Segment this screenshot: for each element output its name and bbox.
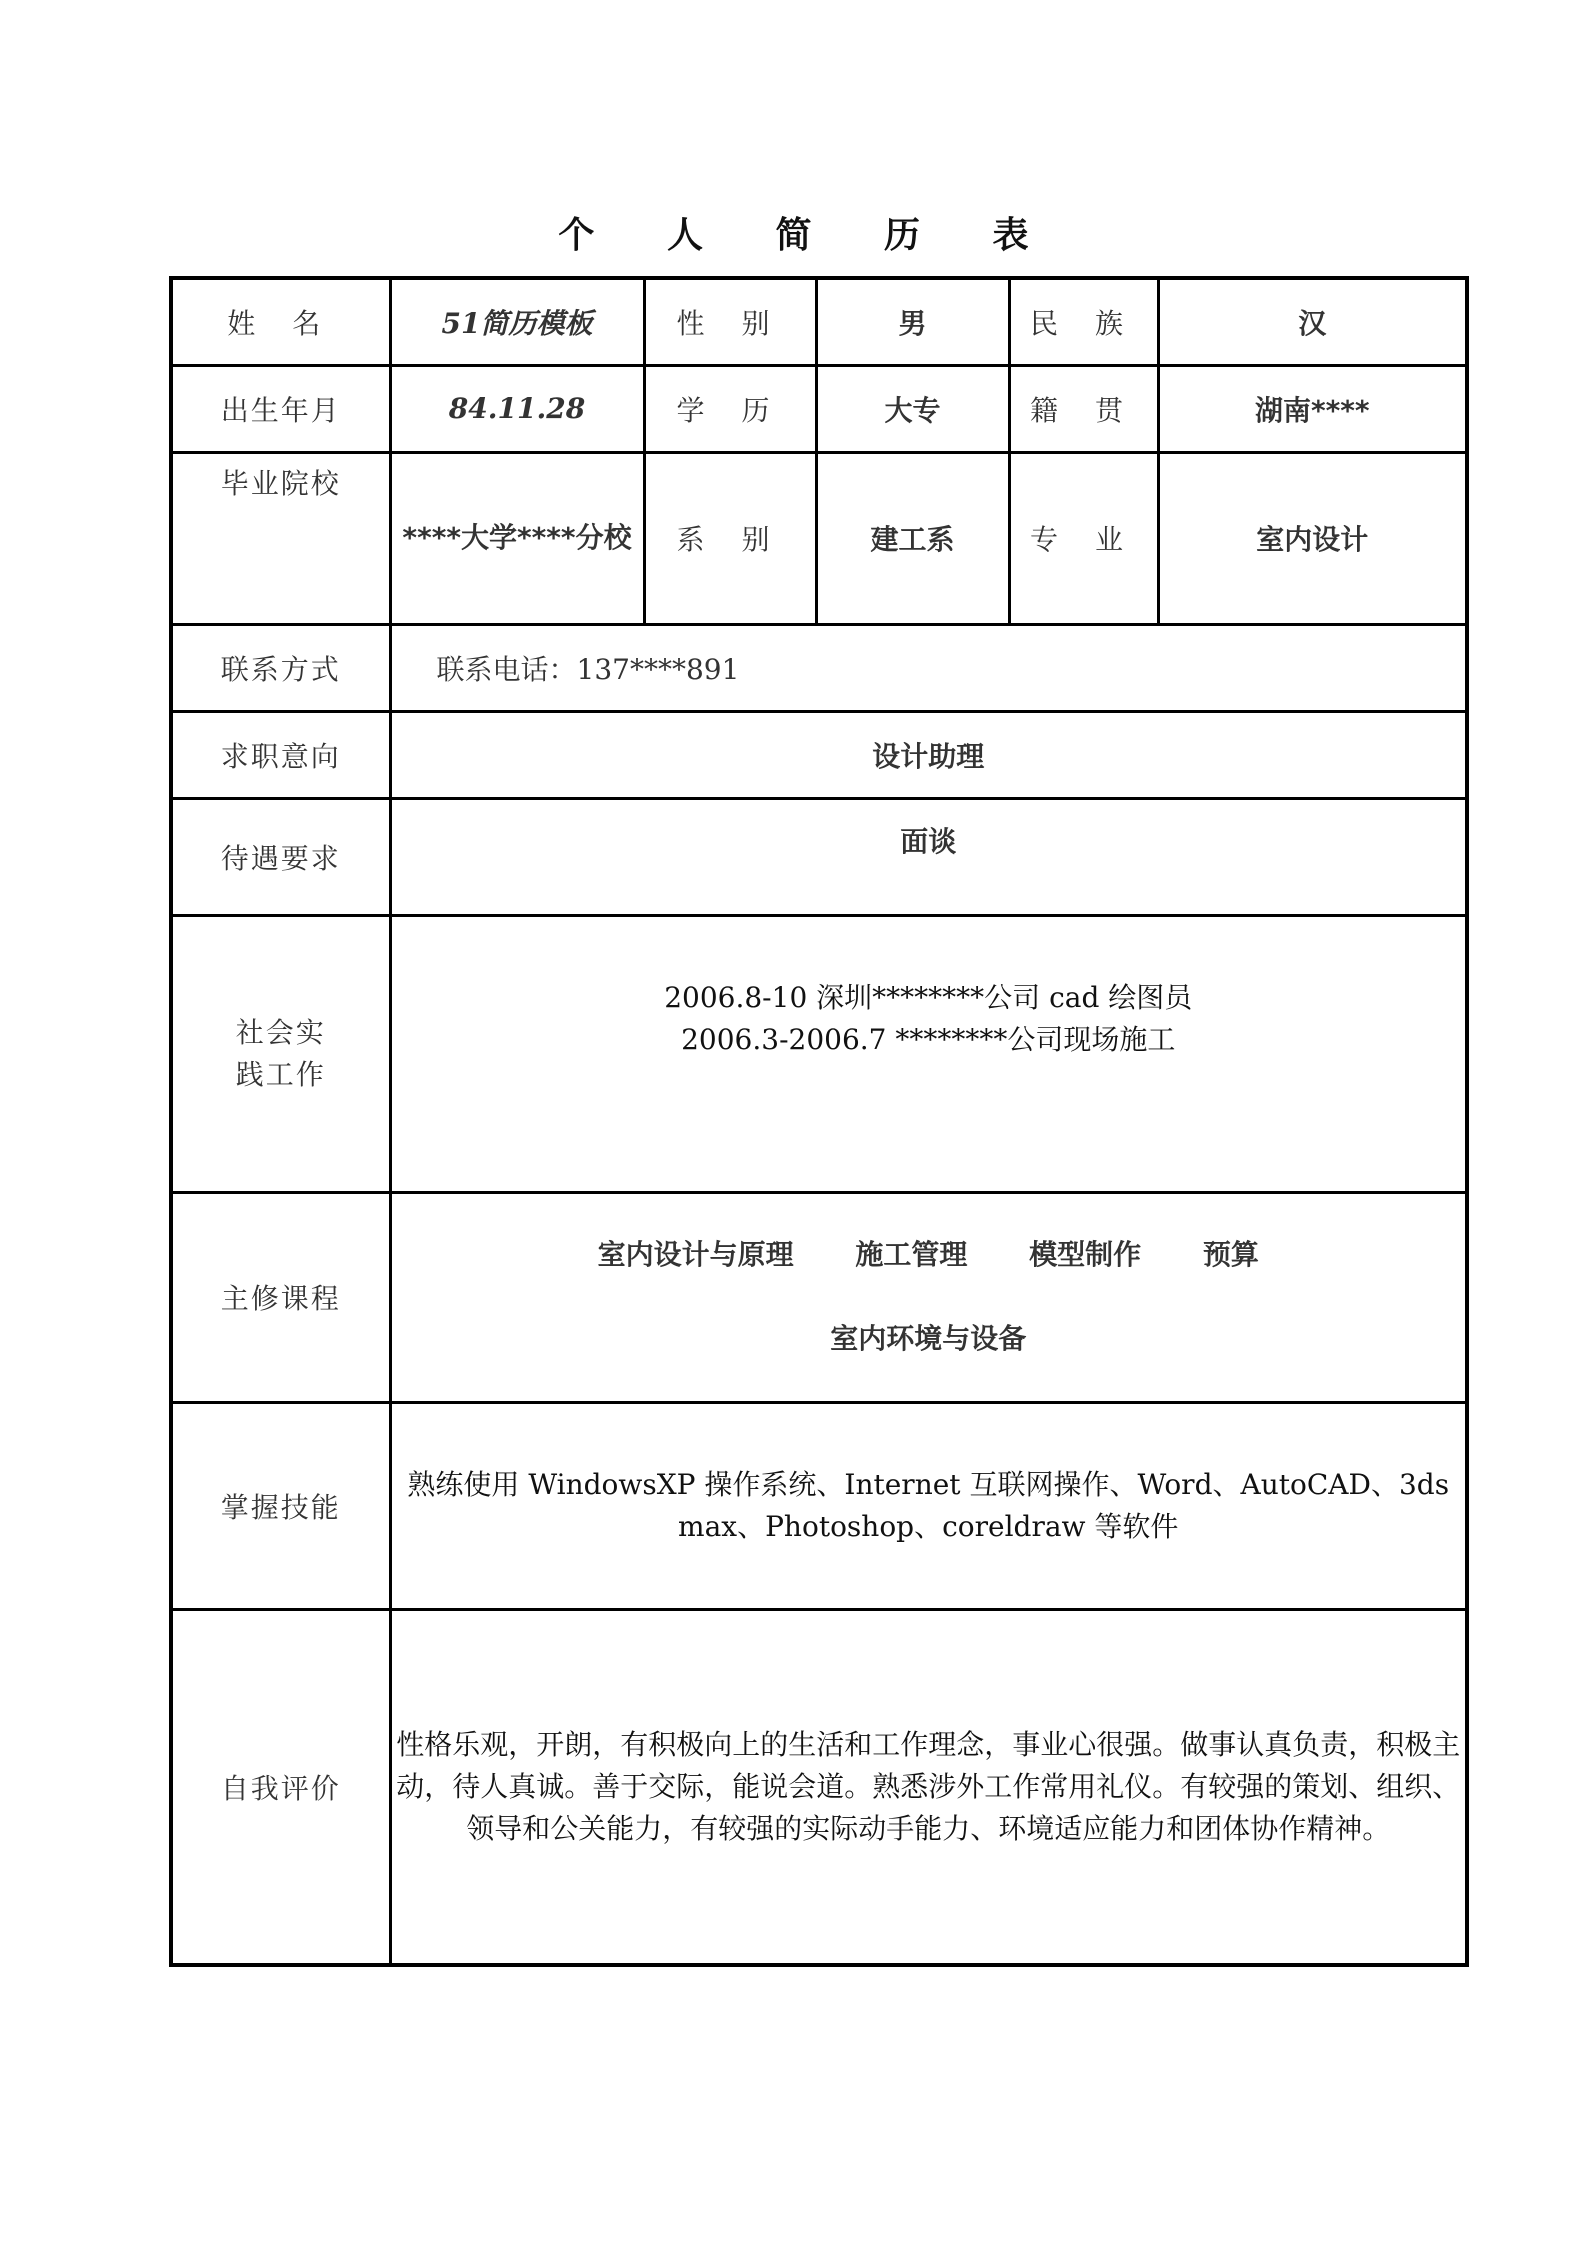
contact-label: 联系方式 xyxy=(171,624,390,711)
skills-label: 掌握技能 xyxy=(171,1402,390,1609)
row-courses xyxy=(171,1192,1467,1402)
practice-label: 社会实践工作 xyxy=(171,915,390,1192)
practice-list xyxy=(390,915,1467,1192)
contact-value: 联系电话：137****891 xyxy=(390,624,1467,711)
row-skills xyxy=(171,1402,1467,1609)
skills-text: 熟练使用 WindowsXP 操作系统、Internet 互联网操作、Word、AutoCAD、3ds max、Photoshop、coreldraw 等软件 xyxy=(390,1402,1467,1609)
birth-label: 出生年月 xyxy=(171,365,390,452)
courses-list xyxy=(390,1192,1467,1402)
department-value: 建工系 xyxy=(816,452,1009,624)
birth-value: 84.11.28 xyxy=(390,365,644,452)
education-label: 学 历 xyxy=(644,365,816,452)
objective-value: 设计助理 xyxy=(390,711,1467,798)
school-value: ****大学****分校 xyxy=(390,452,644,624)
courses-label: 主修课程 xyxy=(171,1192,390,1402)
gender-value: 男 xyxy=(816,278,1009,365)
course-item: 预算 xyxy=(1202,1238,1259,1271)
practice-item: 2006.3-2006.7 ********公司现场施工 xyxy=(681,1022,1176,1056)
self-eval-text: 性格乐观，开朗，有积极向上的生活和工作理念，事业心很强。做事认真负责，积极主动，待人真诚。善于交际，能说会道。熟悉涉外工作常用礼仪。有较强的策划、组织、领导和公关能力，有较强的实际动手能力、环境适应能力和团体协作精神。 xyxy=(390,1609,1467,1965)
row-basic-1 xyxy=(171,278,1467,365)
course-item: 模型制作 xyxy=(1029,1238,1142,1271)
page-title: 个 人 简 历 表 xyxy=(558,215,1059,256)
objective-label: 求职意向 xyxy=(171,711,390,798)
row-basic-2 xyxy=(171,365,1467,452)
major-value: 室内设计 xyxy=(1158,452,1467,624)
resume-table xyxy=(169,276,1469,1967)
salary-value: 面谈 xyxy=(390,798,1467,915)
course-item: 室内设计与原理 xyxy=(597,1238,794,1271)
school-label: 毕业院校 xyxy=(171,452,390,624)
row-objective xyxy=(171,711,1467,798)
native-value: 湖南**** xyxy=(1158,365,1467,452)
course-item: 施工管理 xyxy=(855,1238,968,1271)
salary-label: 待遇要求 xyxy=(171,798,390,915)
course-item: 室内环境与设备 xyxy=(830,1322,1027,1355)
row-school xyxy=(171,452,1467,624)
ethnicity-value: 汉 xyxy=(1158,278,1467,365)
practice-item: 2006.8-10 深圳********公司 cad 绘图员 xyxy=(664,980,1193,1014)
department-label: 系 别 xyxy=(644,452,816,624)
major-label: 专 业 xyxy=(1009,452,1158,624)
ethnicity-label: 民 族 xyxy=(1009,278,1158,365)
row-practice xyxy=(171,915,1467,1192)
row-contact xyxy=(171,624,1467,711)
self-eval-label: 自我评价 xyxy=(171,1609,390,1965)
name-value: 51简历模板 xyxy=(390,278,644,365)
name-label: 姓 名 xyxy=(171,278,390,365)
education-value: 大专 xyxy=(816,365,1009,452)
row-self-eval xyxy=(171,1609,1467,1965)
native-label: 籍 贯 xyxy=(1009,365,1158,452)
gender-label: 性 别 xyxy=(644,278,816,365)
row-salary xyxy=(171,798,1467,915)
